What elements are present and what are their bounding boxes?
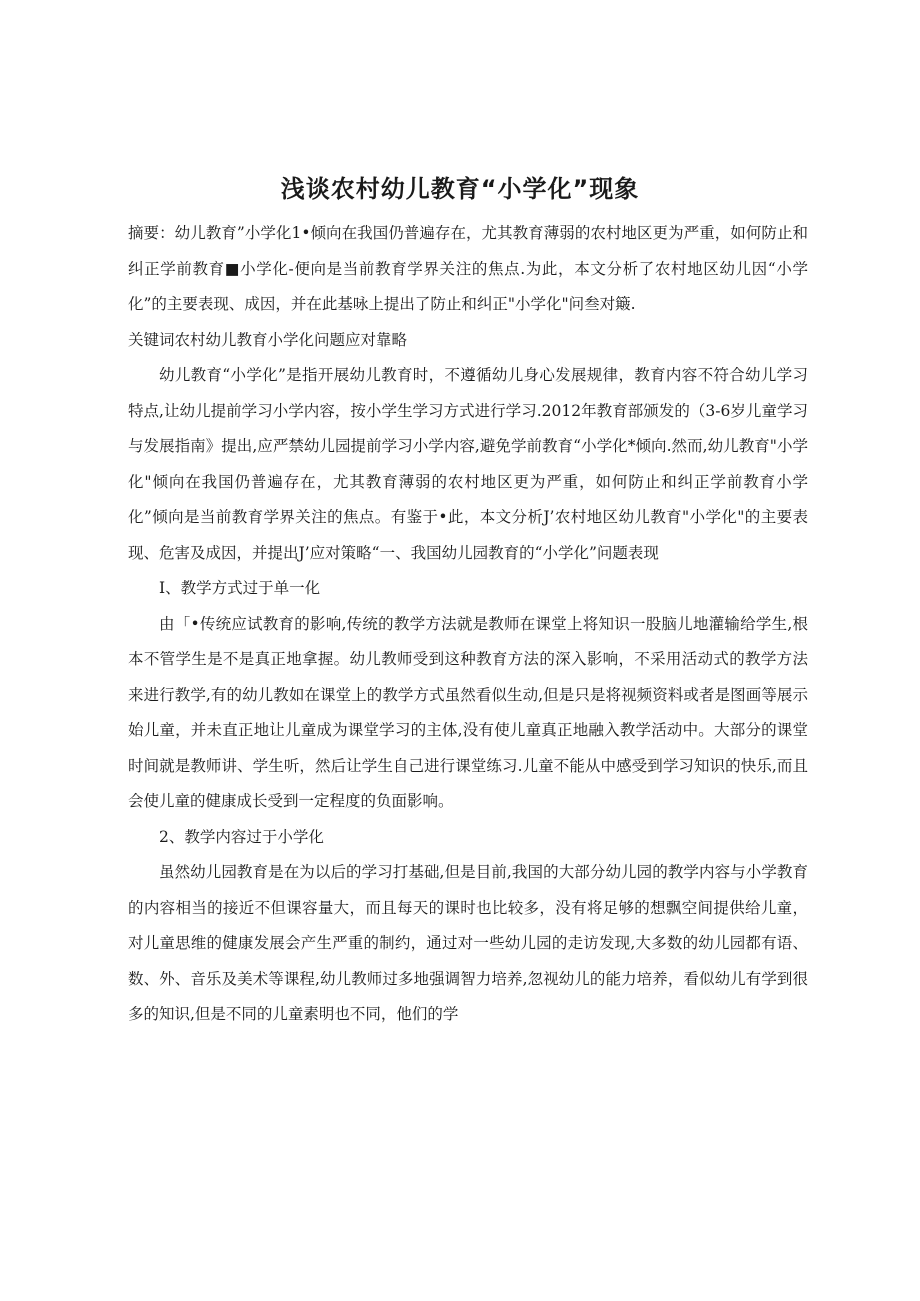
- document-title: 浅谈农村幼儿教育“小学化”现象: [280, 175, 640, 203]
- intro-paragraph: 幼儿教育“小学化”是指开展幼儿教育时，不遵循幼儿身心发展规律，教育内容不符合幼儿学习特点,让幼儿提前学习小学内容，按小学生学习方式进行学习.2012年教育部颁发的（3-6岁儿童学习与发展指南》提出,应严禁幼儿园提前学习小学内容,避免学前教育“小学化*倾向.然而,幼儿教育"小学化"倾向在我国仍普遍存在，尤其教育薄弱的农村地区更为严重，如何防止和纠正学前教育小学化”倾向是当前教育学界关注的焦点。有鉴于•此，本文分析J’农村地区幼儿教育"小学化"的主要表现、危害及成因，并提出J’应对策略“一、我国幼儿园教育的“小学化”问题表现: [128, 366, 808, 562]
- abstract-paragraph: [128, 216, 808, 323]
- section-heading-1: I、教学方式过于单一化: [159, 579, 321, 597]
- keywords-label: 关键词: [128, 330, 175, 349]
- section-2-paragraph: 虽然幼儿园教育是在为以后的学习打基础,但是目前,我国的大部分幼儿园的教学内容与小学教育的内容相当的接近不但课容量大，而且每天的课时也比较多，没有将足够的想飘空间提供给儿童，对儿童思维的健康发展会产生严重的制约，通过对一些幼儿园的走访发现,大多数的幼儿园都有语、数、外、音乐及美术等课程,幼儿教师过多地强调智力培养,忽视幼儿的能力培养，看似幼儿有学到很多的知识,但是不同的儿童素明也不同，他们的学: [128, 863, 808, 1023]
- section-heading-2: 2、教学内容过于小学化: [159, 827, 324, 846]
- section-1-paragraph: 由「•传统应试教育的影响,传统的教学方法就是教师在课堂上将知识一股脑儿地灌输给学生,根本不管学生是不是真正地拿握。幼儿教师受到这种教育方法的深入影响，不采用活动式的教学方法来进行教学,有的幼儿教如在课堂上的教学方式虽然看似生动,但是只是将视频资料或者是图画等展示始儿童，并未直正地让儿童成为课堂学习的主体,没有使儿童真正地融入教学活动中。大部分的课堂时间就是教师讲、学生听，然后让学生自己进行课堂练习.儿童不能从中感受到学习知识的快乐,而且会使儿童的健康成长受到一定程度的负面影响。: [128, 614, 808, 810]
- abstract-label: 摘要：: [128, 224, 175, 242]
- keywords-text: 农村幼儿教育小学化问题应对靠略: [174, 330, 408, 349]
- document-body: [128, 216, 808, 1033]
- keywords-paragraph: [128, 323, 808, 359]
- abstract-text: 幼儿教育”小学化1•倾向在我国仍普遍存在，尤其教育薄弱的农村地区更为严重，如何防止和纠正学前教育■小学化-便向是当前教育学界关注的焦点.为此，本文分析了农村地区幼儿因“小学化”的主要表现、成因，并在此基咏上提出了防止和纠正"小学化"问叁对簸.: [128, 224, 808, 313]
